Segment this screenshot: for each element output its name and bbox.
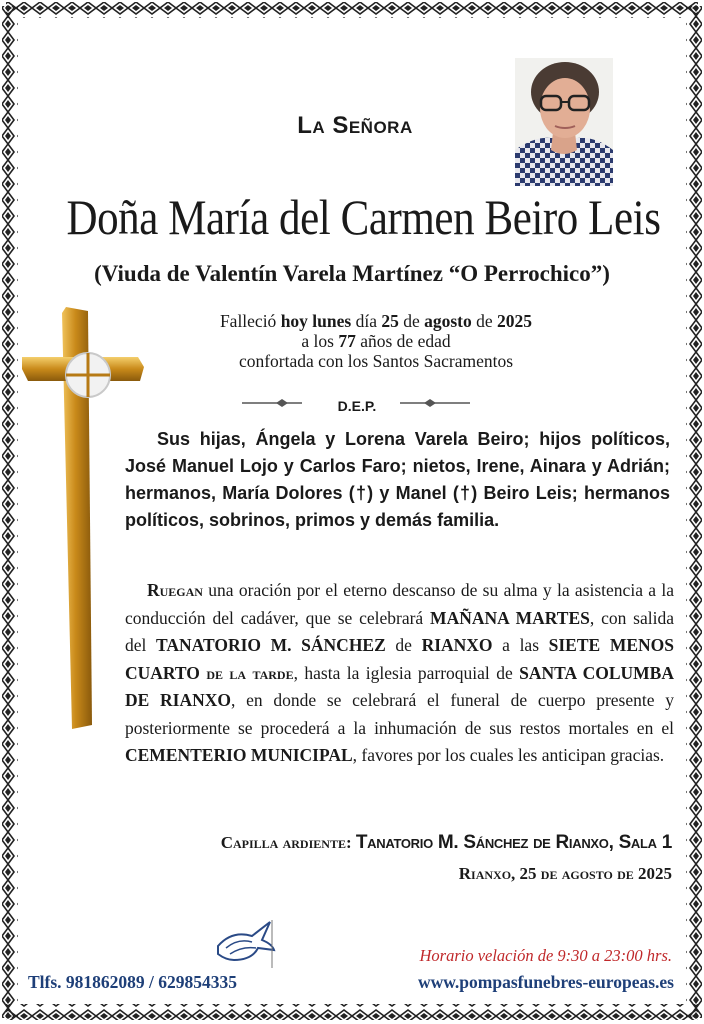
- death-mid3: de: [471, 311, 498, 331]
- age-value: 77: [338, 331, 356, 351]
- request-tarde: de la tarde: [199, 662, 294, 683]
- age-suffix: años de edad: [355, 331, 451, 351]
- family-text: Sus hijas, Ángela y Lorena Varela Beiro; hijos políticos, José Manuel Lojo y Carlos Faro; nietos, Irene, Ainara y Adrián; hermanos, María Dolores (†) y Manel (†) Beiro Leis; hermanos políticos, sobrinos, primos y demás familia.: [125, 429, 670, 530]
- family-paragraph: [125, 426, 670, 534]
- ruegan-word: Ruegan: [147, 580, 203, 600]
- death-mid: día: [351, 311, 382, 331]
- sacraments-line: confortada con los Santos Sacramentos: [238, 351, 514, 371]
- request-tanatorio: TANATORIO M. SÁNCHEZ: [156, 635, 386, 655]
- death-prefix: Falleció: [219, 311, 281, 331]
- request-church: SANTA COLUMBA DE RIANXO: [125, 662, 674, 710]
- death-notice: [148, 311, 604, 371]
- death-year: 2025: [497, 311, 533, 331]
- request-cemetery: CEMENTERIO MUNICIPAL: [125, 745, 353, 765]
- request-text-5: , hasta la iglesia parroquial de: [293, 662, 520, 683]
- dove-logo-icon: [212, 916, 278, 972]
- death-date-num: 25: [381, 311, 399, 331]
- request-text-1: una oración por el eterno descanso de su alma y la asistencia a la conducción del cadáver, que se celebrará: [125, 580, 674, 628]
- request-rianxo: RIANXO: [421, 635, 493, 655]
- deceased-photo: [515, 58, 613, 186]
- chapel-value: Tanatorio M. Sánchez de Rianxo, Sala 1: [355, 832, 672, 853]
- request-text-7: , favores por los cuales les anticipan gracias.: [352, 745, 665, 765]
- death-month: agosto: [424, 311, 472, 331]
- chapel-label: Capilla ardiente:: [220, 833, 352, 852]
- wake-hours: Horario velación de 9:30 a 23:00 hrs.: [419, 946, 672, 965]
- request-day: MAÑANA MARTES: [430, 607, 590, 628]
- title-la-senora: La Señora: [297, 112, 413, 139]
- deceased-subtitle: (Viuda de Valentín Varela Martínez “O Perrochico”): [94, 261, 610, 286]
- request-text-6: , en donde se celebrará el funeral de cuerpo presente y posteriormente se procederá a la inhumación de sus restos mortales en el: [125, 690, 674, 738]
- website-link[interactable]: www.pompasfunebres-europeas.es: [417, 972, 674, 992]
- dep-label: D.E.P.: [337, 398, 377, 414]
- death-mid2: de: [398, 311, 425, 331]
- request-hour: SIETE MENOS CUARTO: [125, 635, 674, 683]
- place-date: Rianxo, 25 de agosto de 2025: [458, 864, 672, 883]
- phone-numbers: Tlfs. 981862089 / 629854335: [28, 972, 238, 992]
- request-text-2: , con salida del: [125, 607, 674, 655]
- death-date-line: [148, 311, 604, 331]
- portrait-photo-icon: [515, 58, 613, 186]
- chapel-line: [120, 832, 672, 854]
- request-text-3: de: [385, 635, 422, 655]
- death-day: hoy lunes: [280, 311, 352, 331]
- age-prefix: a los: [301, 331, 339, 351]
- death-age-line: [148, 331, 604, 351]
- request-paragraph: [125, 577, 674, 770]
- request-text-4: a las: [492, 635, 549, 655]
- deceased-name: Doña María del Carmen Beiro Leis: [66, 189, 661, 245]
